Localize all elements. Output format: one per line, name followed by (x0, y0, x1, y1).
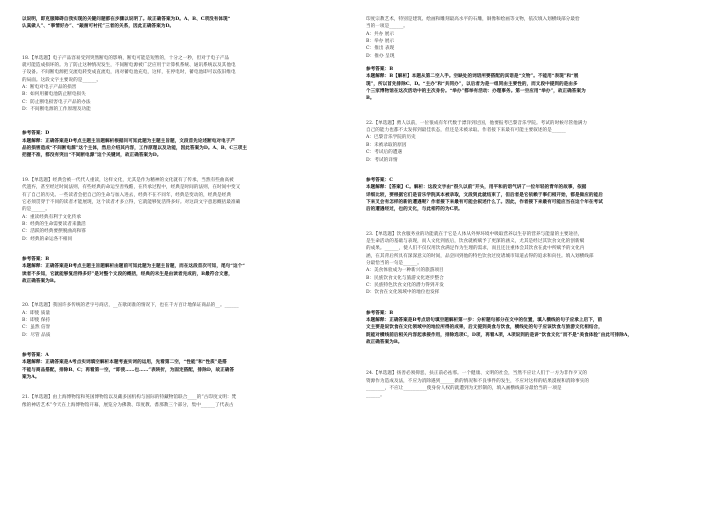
text-line: A：即使 质量 (22, 310, 51, 316)
text-line: 后的遭遇经过，也的文化，与此相符的为C项。 (366, 207, 463, 213)
block-spacer (22, 285, 362, 302)
text-line: 参考答案：B (366, 67, 394, 73)
question-block (22, 302, 362, 339)
text-line: 以说明，即克服障碍自我实现的关键问题都在步骤以说明了。故正确答案为D。A、B、C项没有体现“ (22, 17, 231, 22)
text-line: 21.【单选题】由上海博物馆和英国博物馆以及藏多国机构与国际的特藏物馆联合____的“古印度文明：梵 (22, 395, 237, 401)
text-line: B：如何用蓄电池防止断电损失 (22, 92, 86, 98)
text-line: D：考试的详情 (366, 157, 398, 163)
text-line: 认真做人”、“事情好办”、“敲凿可衬托”三者的关系，因此正确答案为D。 (22, 24, 175, 30)
left-column (22, 16, 362, 409)
text-line: 当的一项是______。 (366, 24, 408, 30)
text-line: 像的神话艺术”今天在上海博物馆开幕，展览分为佛教、印度教、耆那教三个部分，集中______了代表古 (22, 402, 234, 408)
text-line: 把握不准，都没有突出“不间断电源”这个关键词，故正确答案为D。 (22, 153, 162, 159)
block-spacer (22, 243, 362, 256)
text-line: 本题解释：【答案】C。解析：这段文字由“很久以前”开头，用平和的语气讲了一位年轻的青年的故事，依据 (366, 185, 587, 191)
text-line: 的成果。______，使人们不仅仅用饮食满足作为生理的需求，而且还注重体会其饮食在此中所赋予的文化内 (366, 246, 585, 252)
text-line: 它必须贯穿于不同的读者才能展现，这个读者才多立得，它就能够复活得多好。对这段文字意思概括最准确 (22, 199, 241, 205)
text-line: 品的损害造成“不间断电源”这个主体，然后介绍其内容，工作原理以及功能，因此答案为D。A、B、C三项主 (22, 146, 248, 152)
text-line: 参考答案：A (22, 353, 49, 358)
question-block (22, 55, 362, 114)
text-line: 本题解释：正确答案是B考点主题主旨题解析由题前可知此题为主题主旨题，而在这段首次可知，尾句“这个“ (22, 264, 245, 270)
text-line: D：尽管 品质 (22, 332, 51, 338)
text-line: C：活跃的经典要摆脱曲高和寡 (22, 229, 86, 235)
block-spacer (366, 164, 702, 177)
text-line: 下来叉会有怎样的新的遭遇呢？作者接下来最有可能会叙述什么了。因此，作者接下来最有可能应当在这个年在考试 (366, 199, 603, 205)
text-line: 故正确答案为B。 (22, 278, 59, 284)
text-line: 20.【单选题】我国许多传统的老字号商店，__在歇闭准的情况下，也在千方百计地保证商品的__。______ (22, 303, 239, 309)
text-line: 就可能造成损坏的。为了防止这种情况发生，不间断电源被广泛应用于计算机系统、通讯系统以及其他电 (22, 63, 236, 69)
text-line: 本题解释：正确答案是A考点实词填空解析本题考查实词的运用，先看第二空，“性能”和“性质”是搭 (22, 360, 227, 366)
text-line: B：民族饮食文化与旅游文化逐步整合 (366, 275, 444, 281)
question-block (366, 231, 702, 297)
text-line: 24.【单选题】扬善必须抑恶，扶正前必祛邪。一个健康、文明的社会，当然不应让人们于一方为非作歹又的 (366, 371, 588, 377)
text-line: D：推办 呈现 (366, 53, 395, 59)
text-line: B：举办 展示 (366, 39, 395, 45)
text-line: A：巴黎音乐学院的历史 (366, 135, 416, 141)
answer-explanation-block (22, 352, 362, 381)
text-line: 代遗弃，甚至经过时间法则，有些经典的命运至善残酷，在传承过程中，经典是时间的法则，在时间中变又 (22, 185, 241, 191)
answer-explanation-block (366, 66, 702, 103)
text-line: 参考答案：C (366, 177, 393, 183)
text-line: D：不间断电源的工作原理及功能 (22, 107, 91, 113)
block-spacer (22, 381, 362, 394)
text-line: 的是______。 (22, 207, 51, 213)
text-line: 自己的能力也都不太发挥到最佳状态，但还是未被录取。作者接下来最有可能主要叙述的是______ (366, 128, 566, 134)
text-line: 的局面。这段文字主要说的是______。 (22, 77, 102, 83)
block-spacer (366, 297, 702, 310)
text-line: 22.【单选题】骋人以前，一位很成有年代数于漂洋到过国，他要报考巴黎音乐学院。考试的时候尽管他满力 (366, 120, 588, 126)
text-line: 分最恰当的一句是______。 (366, 260, 422, 266)
text-line: 23.【单选题】饮食服务业的功能就在于它是人体从外界环境中吸取营养以生存的营养与能量的主要途径， (366, 231, 583, 237)
text-line: 不能与商品搭配，排除B、C；再看第一空，“即使……也……”表转折，为固定搭配，排除D，故正确答 (22, 367, 235, 373)
text-line: 子设备。不间断电源把交流电转变成直流电，再对蓄电池充电，这样，在停电时，蓄电池即可以依旧维电 (22, 70, 236, 76)
text-line: 本题解释：正确答案是B考点语句填空题解析第一步：分析题句部分在文中的位置，填入横线的句子应承上启下，前 (366, 318, 603, 323)
text-line: ________，不应让__________使身份人权的就遭到为无形制的，填入画横线部分最恰当的一项是 (366, 386, 562, 392)
text-line: 案为A。 (22, 375, 40, 381)
block-spacer (366, 103, 702, 120)
block-spacer (22, 31, 362, 55)
text-line: 参考答案：B (366, 310, 394, 316)
text-line: 本题解释：B【解析】本题从第二空入手。空缺处的词语所要搭配的宾语是“文物”。不能用“表现”和“展 (366, 74, 579, 80)
text-line: C：虽然 信誉 (22, 325, 51, 331)
text-line: 既能对横线前后相关内容起承接作用，排除选项C，D项，再看A项，A项说到的是讲“饮食文化”而不是“美食体验”由此可排除A， (366, 332, 633, 338)
text-line: 详细比较，要根据它们是音乐学院其本被录取，文段到此就结束了，但后者是它依赖于事们相开始，都是做应的能后 (366, 192, 603, 198)
text-line: D：饮食在文化领域中的地位也发挥 (366, 290, 440, 296)
text-line: B：即使 保持 (22, 317, 51, 323)
text-line: B：经典的生命需要读者来激活 (22, 221, 86, 227)
block-spacer (22, 160, 362, 177)
text-line: 涵，在其背后所具有深深意义的时间，品尝回到他的特色饮食过度诸城市知道去得的追求和向往。填入划横线部 (366, 253, 594, 259)
text-line: 19.【单选题】经典会被一代代人重读，这样文化，尤其是作为精神的文化就有了传承，当然有些曲高被 (22, 177, 234, 183)
text-line: 参考答案：D (22, 131, 50, 137)
block-spacer (22, 339, 362, 352)
text-line: D：经典的命运各不相同 (22, 236, 73, 242)
text-line: 读者不多知，它就能够复活得多好”是对整个文段的概括，经典的未生是由读者完成的，B最符合文意， (22, 271, 233, 277)
text-line: B。 (366, 96, 375, 102)
text-line: B：未被录取的原因 (366, 142, 407, 148)
text-line: A：共办 展示 (366, 31, 395, 37)
text-line: ______。 (366, 393, 385, 399)
question-block (22, 177, 362, 243)
question-block (22, 394, 362, 409)
text-line: C：民族特色饮食文化的潜力得到开发 (366, 282, 444, 288)
text-line: C：考试后的遭遇 (366, 150, 403, 156)
block-spacer (366, 214, 702, 231)
text-line: A：美食体验成为一种新兴的旅游项目 (366, 268, 444, 274)
text-line: 个三家博物馆在这次活动中的主次身份。“举办”都举有活动：办理事务。第一空应用“举办”，故正确答案为 (366, 89, 586, 95)
text-line: 印度宗教艺术，特别是建筑、绘画和雕刻最高水平的石雕，铜像和绘画等文物，依次填入划横线部分最恰 (366, 17, 580, 22)
text-line: 故正确答案为B。 (366, 340, 403, 346)
text-line: C：推出 表现 (366, 46, 395, 52)
answer-explanation-block (22, 130, 362, 159)
text-line: A：重读经典有利于文化传承 (22, 214, 82, 220)
right-column (366, 16, 702, 400)
answer-explanation-block (366, 310, 702, 347)
text-line: 是生命活动的基础与表现，而人文化到底后，饮食就被赋予了更深的涵义，尤其是经过其饮食文化的创新赋 (366, 238, 585, 244)
answer-explanation-block (366, 177, 702, 214)
text-line: 文主要是说饮食在文化领域中的地位所得的成果，后文提到美食与饮食，横线处的句子应该饮食与旅游文化相结合， (366, 325, 603, 331)
text-line: 现”，所以首先排除C、D。“主办”和“共同办”，以后者为是一组同由主要性的，而文段中提到的是由多 (366, 81, 578, 87)
text-line: 本题解释：正确答案是D考点主题主旨题解析根据问可知此题为主题主旨题，文段首先论述断电对电子产 (22, 138, 236, 144)
answer-explanation-block (22, 16, 362, 31)
question-block (366, 16, 702, 60)
block-spacer (22, 113, 362, 130)
text-line: 参考答案：B (22, 256, 50, 262)
block-spacer (366, 346, 702, 370)
text-line: 18.【单选题】电子产品容易受到突然断电的影响，断电可能是短暂的，十分之一秒，但对于电子产品 (22, 55, 230, 61)
text-line: 资源作为造成及法，不应为消除遇到______新的情况和不良事件的发生，不应对这样的结果漠视和消除事实的 (366, 378, 590, 384)
text-line: 有了自己的历史。一些读者会把自己的生命与加入进去，经典不在不同年，经典是变动的，经典是经典 (22, 192, 231, 198)
text-line: C：防止断电损害电子产品的办法 (22, 99, 91, 105)
text-line: A：断电对电子产品的损害 (22, 85, 77, 91)
question-block (366, 120, 702, 164)
question-block (366, 370, 702, 399)
answer-explanation-block (22, 256, 362, 285)
